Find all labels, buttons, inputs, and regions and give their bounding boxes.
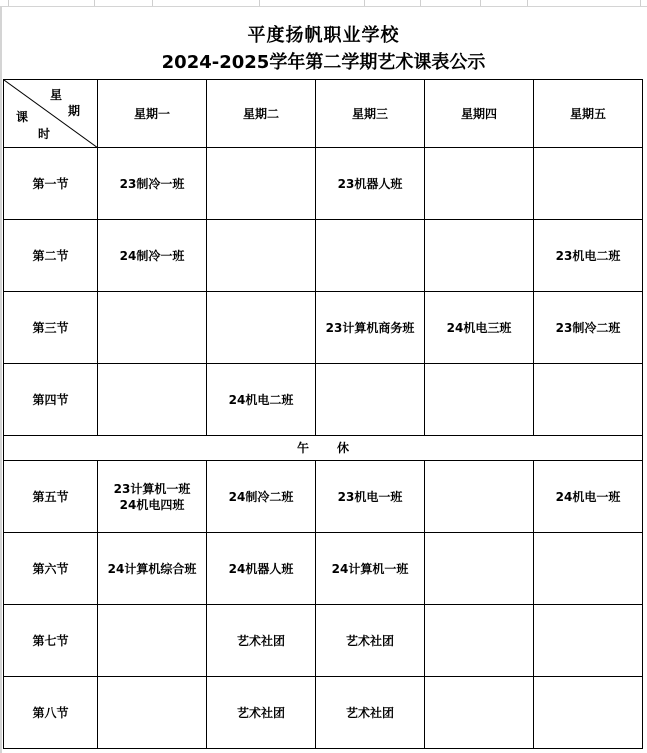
day-header-mon: 星期一 bbox=[98, 80, 207, 148]
class-cell: 艺术社团 bbox=[207, 677, 316, 749]
class-cell bbox=[425, 461, 534, 533]
class-cell: 23制冷二班 bbox=[534, 292, 643, 364]
class-cell: 23制冷一班 bbox=[98, 148, 207, 220]
period-label: 第四节 bbox=[4, 364, 98, 436]
period-row bbox=[4, 148, 643, 220]
school-name: 平度扬帆职业学校 bbox=[247, 25, 400, 46]
period-row bbox=[4, 364, 643, 436]
class-cell bbox=[98, 292, 207, 364]
class-cell: 艺术社团 bbox=[316, 605, 425, 677]
corner-label-xing: 星 bbox=[50, 88, 63, 102]
period-row bbox=[4, 220, 643, 292]
class-cell bbox=[425, 148, 534, 220]
class-cell bbox=[98, 677, 207, 749]
class-cell bbox=[98, 461, 207, 533]
period-label: 第六节 bbox=[4, 533, 98, 605]
period-row bbox=[4, 533, 643, 605]
class-cell: 24机电三班 bbox=[425, 292, 534, 364]
class-cell: 24制冷一班 bbox=[98, 220, 207, 292]
period-label: 第五节 bbox=[4, 461, 98, 533]
class-cell: 24计算机综合班 bbox=[98, 533, 207, 605]
class-cell bbox=[534, 605, 643, 677]
class-cell: 24机电一班 bbox=[534, 461, 643, 533]
class-cell bbox=[98, 364, 207, 436]
class-cell bbox=[207, 220, 316, 292]
class-cell bbox=[534, 148, 643, 220]
class-cell bbox=[316, 364, 425, 436]
day-header-wed: 星期三 bbox=[316, 80, 425, 148]
corner-label-ke: 课 bbox=[16, 110, 29, 124]
noon-break-char: 午 bbox=[296, 441, 309, 455]
period-row bbox=[4, 292, 643, 364]
day-header-thu: 星期四 bbox=[425, 80, 534, 148]
class-cell bbox=[425, 605, 534, 677]
header-row bbox=[4, 80, 643, 148]
period-row bbox=[4, 677, 643, 749]
period-row bbox=[4, 605, 643, 677]
class-cell: 艺术社团 bbox=[207, 605, 316, 677]
class-cell bbox=[534, 533, 643, 605]
period-label: 第一节 bbox=[4, 148, 98, 220]
class-cell bbox=[425, 677, 534, 749]
class-cell bbox=[534, 677, 643, 749]
spreadsheet-top-edge bbox=[0, 0, 647, 7]
noon-break-row bbox=[4, 436, 643, 461]
period-label: 第八节 bbox=[4, 677, 98, 749]
class-cell bbox=[207, 148, 316, 220]
class-cell: 23计算机商务班 bbox=[316, 292, 425, 364]
class-name-line: 23计算机一班 bbox=[113, 481, 191, 496]
class-cell bbox=[316, 220, 425, 292]
class-cell: 23机电二班 bbox=[534, 220, 643, 292]
class-cell: 24机器人班 bbox=[207, 533, 316, 605]
class-cell bbox=[425, 533, 534, 605]
class-cell: 艺术社团 bbox=[316, 677, 425, 749]
period-row bbox=[4, 461, 643, 533]
schedule-table bbox=[3, 79, 643, 749]
class-cell: 23机电一班 bbox=[316, 461, 425, 533]
class-cell bbox=[207, 292, 316, 364]
class-cell: 24制冷二班 bbox=[207, 461, 316, 533]
noon-break-char: 休 bbox=[337, 441, 350, 455]
schedule-title: 2024-2025学年第二学期艺术课表公示 bbox=[161, 52, 486, 73]
corner-label-qi: 期 bbox=[68, 104, 81, 118]
spreadsheet-left-edge bbox=[0, 6, 2, 753]
class-cell bbox=[425, 364, 534, 436]
class-name-line: 24机电四班 bbox=[119, 497, 185, 512]
class-cell bbox=[425, 220, 534, 292]
class-cell: 24计算机一班 bbox=[316, 533, 425, 605]
corner-label-shi: 时 bbox=[38, 127, 51, 141]
day-header-fri: 星期五 bbox=[534, 80, 643, 148]
period-label: 第三节 bbox=[4, 292, 98, 364]
class-cell: 24机电二班 bbox=[207, 364, 316, 436]
class-cell bbox=[98, 605, 207, 677]
class-cell bbox=[534, 364, 643, 436]
corner-header-cell bbox=[4, 80, 98, 148]
title-area bbox=[0, 7, 647, 79]
period-label: 第七节 bbox=[4, 605, 98, 677]
period-label: 第二节 bbox=[4, 220, 98, 292]
noon-break-cell bbox=[4, 436, 643, 461]
class-cell: 23机器人班 bbox=[316, 148, 425, 220]
day-header-tue: 星期二 bbox=[207, 80, 316, 148]
